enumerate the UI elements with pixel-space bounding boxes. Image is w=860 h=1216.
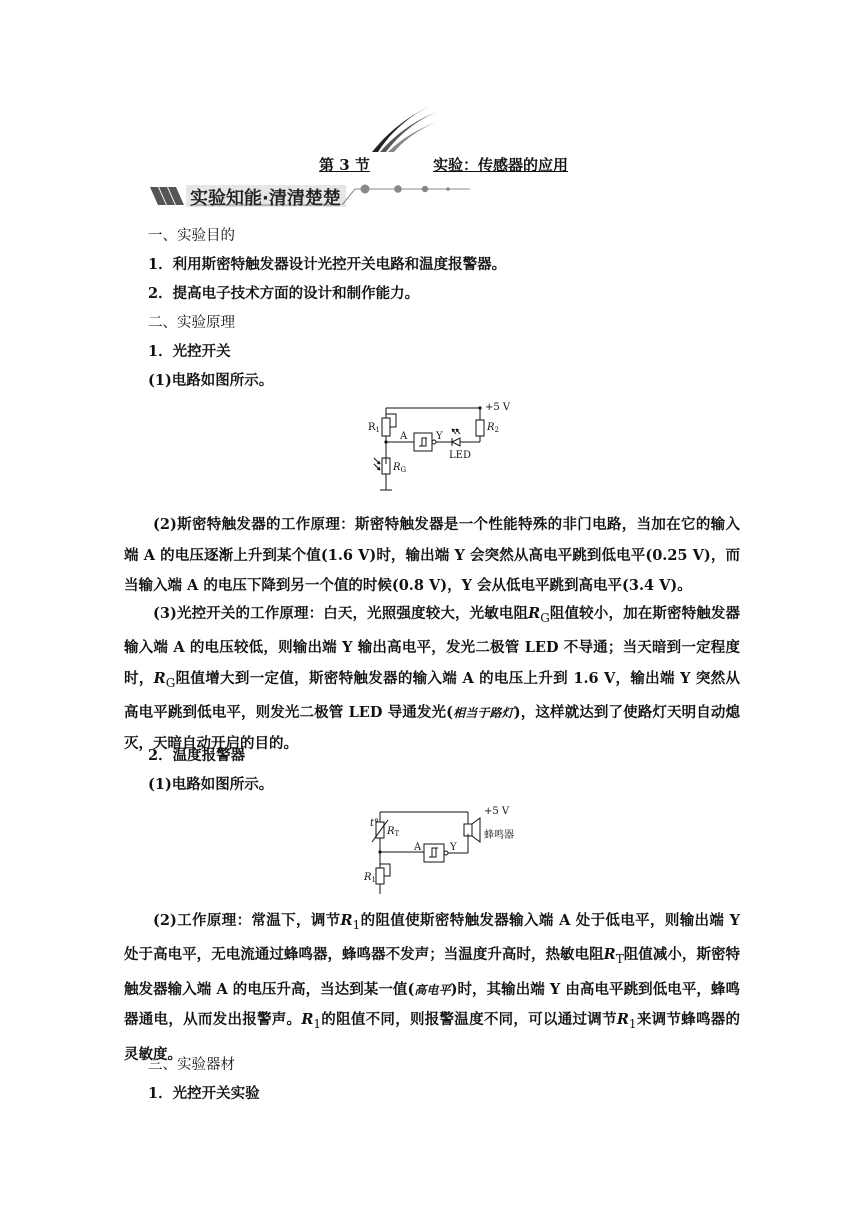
svg-text:蜂鸣器: 蜂鸣器 — [484, 830, 514, 841]
subheading-temperature-alarm: 2．温度报警器 — [148, 747, 246, 764]
svg-text:R1: $R_1$ — [364, 872, 376, 884]
temperature-alarm-circuit-caption: (1)电路如图所示。 — [148, 776, 274, 793]
temperature-alarm-circuit-diagram — [362, 802, 532, 902]
svg-text:R1: $R_1$ — [368, 422, 380, 434]
svg-text:R2: $R_2$ — [487, 422, 499, 434]
light-switch-circuit-caption: (1)电路如图所示。 — [148, 372, 274, 389]
heading-equipment: 三、实验器材 — [148, 1057, 235, 1073]
heading-purpose: 一、实验目的 — [148, 228, 235, 244]
svg-text:RG: $R_G$ — [393, 462, 407, 474]
light-switch-circuit-diagram — [360, 398, 510, 502]
svg-text:RT: $R_T$ — [387, 826, 400, 838]
svg-text:A: A — [400, 431, 408, 442]
svg-text:LED: LED — [449, 450, 471, 461]
section-title: 实验：传感器的应用 — [433, 156, 569, 174]
heading-principle: 二、实验原理 — [148, 315, 235, 331]
svg-text:Y: Y — [450, 842, 457, 853]
light-switch-principle: (3)光控开关的工作原理：白天，光照强度较大，光敏电阻$R_G$阻值较小，加在斯密特触发器输入端 A 的电压较低，则输出端 Y 输出高电平，发光二极管 LED 不导通；当天暗到一定程度时，$R_G$阻值增大到一定值，斯密特触发器的输入端 A 的电压上升到 1.6 V，输出端 Y 突然从高电平跳到低电平，则发光二极管 LED 导通发光(相当于路灯)，这样就达到了使路灯天明自动熄灭，天暗自动开启的目的。 — [124, 605, 741, 752]
schmitt-trigger-principle: (2)斯密特触发器的工作原理：斯密特触发器是一个性能特殊的非门电路，当加在它的输入端 A 的电压逐渐上升到某个值(1.6 V)时，输出端 Y 会突然从高电平跳到低电平(0.25 V)，而当输入端 A 的电压下降到另一个值的时候(0.8 V)，Y 会从低电平跳到高电平(3.4 V)。 — [124, 516, 740, 594]
svg-text:A: A — [414, 842, 422, 853]
section-number: 第 3 节 — [319, 156, 370, 174]
swoosh-logo-icon — [368, 102, 438, 154]
subheading-light-switch-experiment: 1．光控开关实验 — [148, 1085, 260, 1102]
svg-text:t°: t° — [370, 818, 380, 829]
svg-text:+5 V: +5 V — [485, 402, 510, 413]
svg-text:+5 V: +5 V — [484, 806, 510, 817]
svg-text:Y: Y — [436, 431, 443, 442]
purpose-item-1: 1．利用斯密特触发器设计光控开关电路和温度报警器。 — [148, 256, 507, 273]
banner-title: 实验知能·清清楚楚 — [190, 188, 341, 209]
purpose-item-2: 2．提高电子技术方面的设计和制作能力。 — [148, 285, 420, 302]
subheading-light-switch: 1．光控开关 — [148, 343, 231, 360]
temperature-alarm-principle: (2)工作原理：常温下，调节$R_1$的阻值使斯密特触发器输入端 A 处于低电平，则输出端 Y 处于高电平，无电流通过蜂鸣器，蜂鸣器不发声；当温度升高时，热敏电阻$R_T$阻值减小，斯密特触发器输入端 A 的电压升高，当达到某一值(高电平)时，其输出端 Y 由高电平跳到低电平，蜂鸣器通电，从而发出报警声。$R_1$的阻值不同，则报警温度不同，可以通过调节$R_1$来调节蜂鸣器的灵敏度。 — [124, 912, 741, 1063]
page-title — [0, 154, 860, 178]
